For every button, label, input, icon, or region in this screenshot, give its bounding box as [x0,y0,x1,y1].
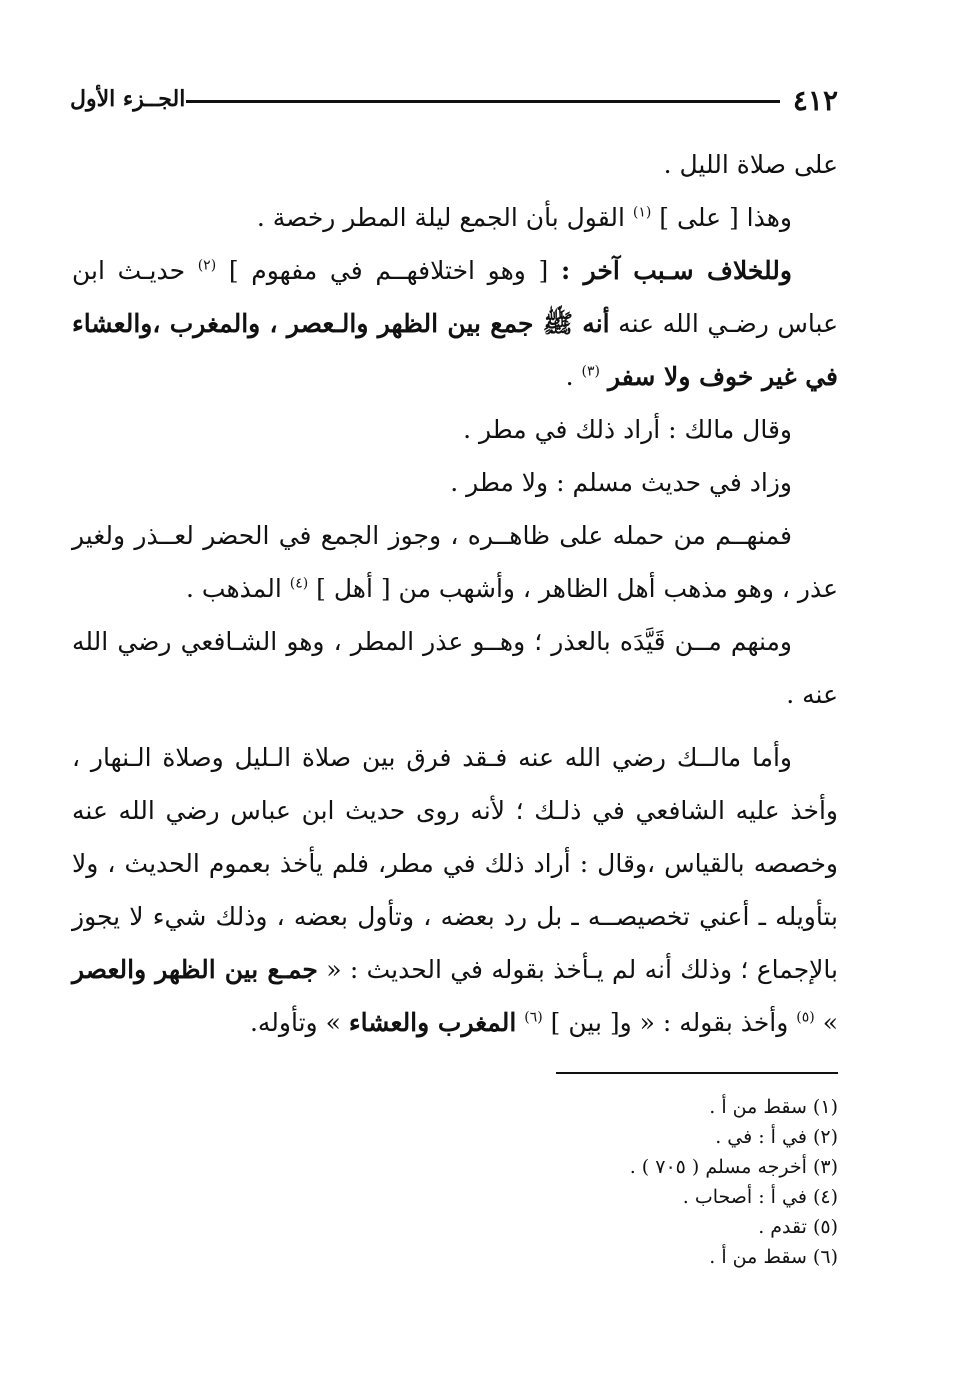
footnote-reference: (١) [632,204,652,221]
text-segment: فمنهــم من حمله على ظاهــره ، وجوز الجمع في الحضر لعــذر ولغير عذر ، وهو مذهب أهل الظاهر ، وأشهب من [ أهل ] [72,521,838,603]
text-segment: وهذا [ على ] [651,203,792,232]
text-segment: القول بأن الجمع ليلة المطر رخصة . [256,203,633,232]
footnotes [72,1092,838,1272]
bold-text-segment: المغرب والعشاء [348,1008,517,1037]
footnote-item: (٤) في أ : أصحاب . [682,1186,838,1208]
paragraph [72,403,838,456]
text-segment: » وتأوله. [249,1008,349,1037]
footnote-item: (٣) أخرجه مسلم ( ٧٠٥ ) . [629,1156,838,1178]
footnote-item: (٢) في أ : في . [715,1126,838,1148]
footnote-item: (٥) تقدم . [758,1216,838,1238]
text-segment [600,362,608,391]
footnote-reference: (٦) [524,1009,543,1026]
page-header [70,84,838,118]
footnote-reference: (٤) [289,575,309,592]
footnote-item: (٦) سقط من أ . [709,1246,838,1268]
text-segment: . [565,362,582,391]
paragraph [72,244,838,403]
text-segment: حديـث ابن عباس رضـي الله عنه [72,256,838,338]
text-segment: [ وهو اختلافهــم في مفهوم ] [216,256,561,285]
footnote-item: (١) سقط من أ . [709,1096,838,1118]
text-segment: وقال مالك : أراد ذلك في مطر . [463,415,792,444]
footnote-reference: (٣) [581,363,601,380]
paragraph [72,615,838,721]
text-segment: وزاد في حديث مسلم : ولا مطر . [450,468,792,497]
paragraph [72,509,838,615]
text-segment: المذهب . [186,574,290,603]
footnote-reference: (٥) [796,1009,815,1026]
footnote-divider [556,1072,838,1074]
bold-text-segment: أنه ﷺ جمع بين الظهر والـعصر ، والمغرب ،والعشاء في غير خوف ولا سفر [72,309,838,391]
text-segment: وأخذ بقوله : « و[ بين ] [542,1008,797,1037]
text-segment: ومنهم مــن قَيَّدَه بالعذر ؛ وهــو عذر المطر ، وهو الشـافعي رضي الله عنه . [72,627,838,709]
page-number: ٤١٢ [792,84,838,117]
text-segment: » [814,1008,838,1037]
paragraph [72,191,838,244]
bold-text-segment: جمـع بين الظهر والعصر [72,955,318,984]
text-segment: على صلاة الليل . [663,150,838,179]
paragraph [72,456,838,509]
text-segment: وأما مالــك رضي الله عنه فـقد فرق بين صلاة الـليل وصلاة الـنهار ، وأخذ عليه الشافعي في ذلـك ؛ لأنه روى حديث ابن عباس رضي الله عنه وخصصه بالقياس ،وقال : أراد ذلك في مطر، فلم يأخذ بعموم الحديث ، ولا بتأويله ـ أعني تخصيصــه ـ بل رد بعضه ، وتأول بعضه ، وذلك شيء لا يجوز بالإجماع ؛ وذلك أنه لم يـأخذ بقوله في الحديث : « [72,743,838,984]
paragraph [72,731,838,1049]
footnote-reference: (٢) [197,257,217,274]
part-title: الجــزء الأول [70,86,186,112]
header-rule [186,100,780,103]
bold-text-segment: وللخلاف سـبب آخر : [560,256,792,285]
paragraph [72,138,838,191]
main-text [72,138,838,1049]
